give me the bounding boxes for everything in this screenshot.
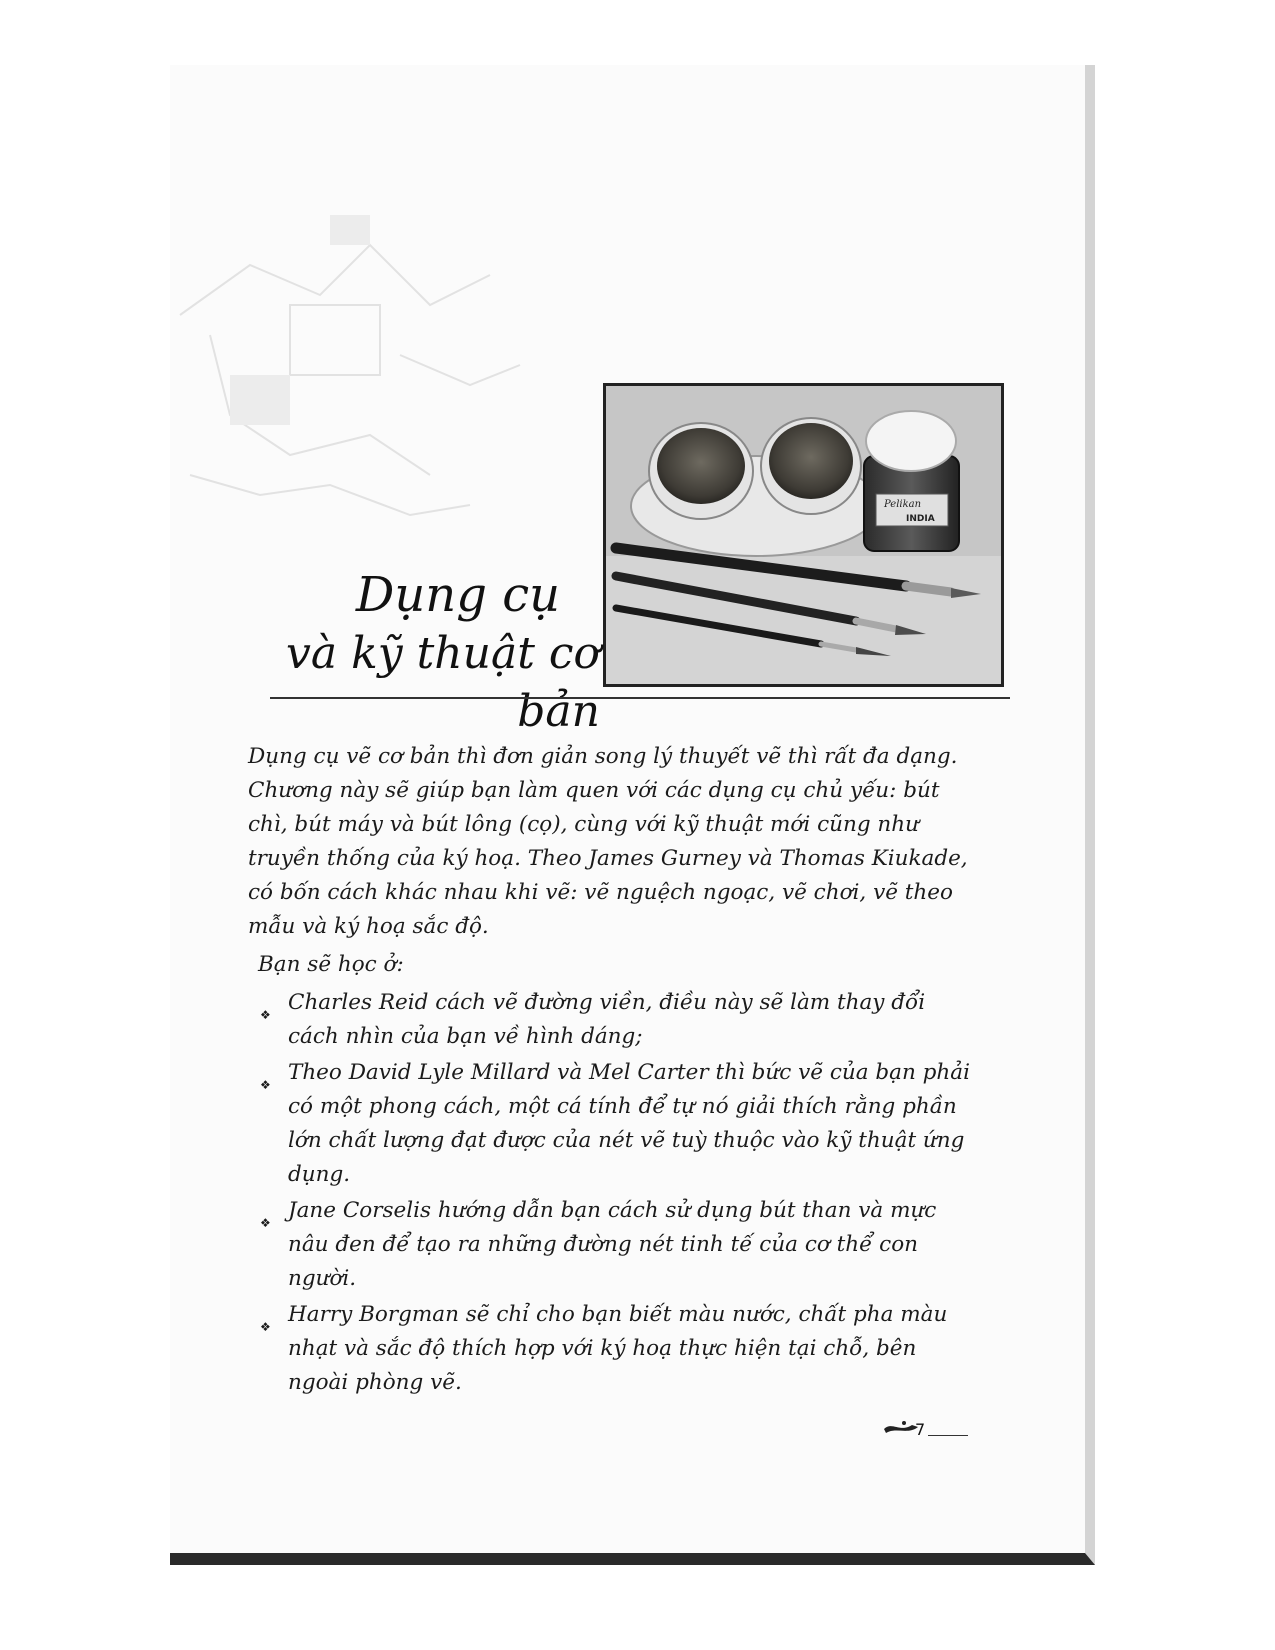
list-item-text: Charles Reid cách vẽ đường viền, điều này sẽ làm thay đổi cách nhìn của bạn về hình dáng; <box>288 990 926 1049</box>
diamond-bullet-icon: ❖ <box>260 1078 271 1092</box>
diamond-bullet-icon: ❖ <box>260 1320 271 1334</box>
chapter-title-line-1: Dụng cụ <box>355 567 560 623</box>
list-item <box>248 1298 978 1400</box>
brushes-and-paint-illustration <box>606 386 1001 684</box>
learning-list <box>248 986 978 1400</box>
diamond-bullet-icon: ❖ <box>260 1008 271 1022</box>
list-item <box>248 1194 978 1296</box>
art-supplies-photo <box>603 383 1004 687</box>
list-item-text: Theo David Lyle Millard và Mel Carter thì bức vẽ của bạn phải có một phong cách, một cá tính để tự nó giải thích rằng phần lớn chất lượng đạt được của nét vẽ tuỳ thuộc vào kỹ thuật ứng dụng. <box>288 1060 970 1187</box>
page-number: 7 <box>915 1420 926 1439</box>
title-divider <box>270 697 1010 699</box>
intro-paragraph: Dụng cụ vẽ cơ bản thì đơn giản song lý thuyết vẽ thì rất đa dạng. Chương này sẽ giúp bạn làm quen với các dụng cụ chủ yếu: bút chì, bút máy và bút lông (cọ), cùng với kỹ thuật mới cũng như truyền thống của ký hoạ. Theo James Gurney và Thomas Kiukade, có bốn cách khác nhau khi vẽ: vẽ nguệch ngoạc, vẽ chơi, vẽ theo mẫu và ký hoạ sắc độ. <box>248 744 968 939</box>
chapter-body <box>248 740 978 1402</box>
chapter-title <box>240 565 600 741</box>
background-sketch-illustration <box>170 155 590 575</box>
ink-label-name: INDIA <box>906 514 935 524</box>
diamond-bullet-icon: ❖ <box>260 1216 271 1230</box>
list-item <box>248 1056 978 1192</box>
chapter-title-line-2: và kỹ thuật cơ bản <box>286 628 600 737</box>
learn-heading: Bạn sẽ học ở: <box>258 952 404 977</box>
book-page <box>170 65 1095 1565</box>
list-item-text: Harry Borgman sẽ chỉ cho bạn biết màu nước, chất pha màu nhạt và sắc độ thích hợp với ký hoạ thực hiện tại chỗ, bên ngoài phòng vẽ. <box>288 1302 948 1395</box>
list-item-text: Jane Corselis hướng dẫn bạn cách sử dụng bút than và mực nâu đen để tạo ra những đường nét tinh tế của cơ thể con người. <box>288 1198 937 1291</box>
ink-label-brand: Pelikan <box>884 499 922 510</box>
list-item <box>248 986 978 1054</box>
page-number-rule <box>928 1435 968 1436</box>
